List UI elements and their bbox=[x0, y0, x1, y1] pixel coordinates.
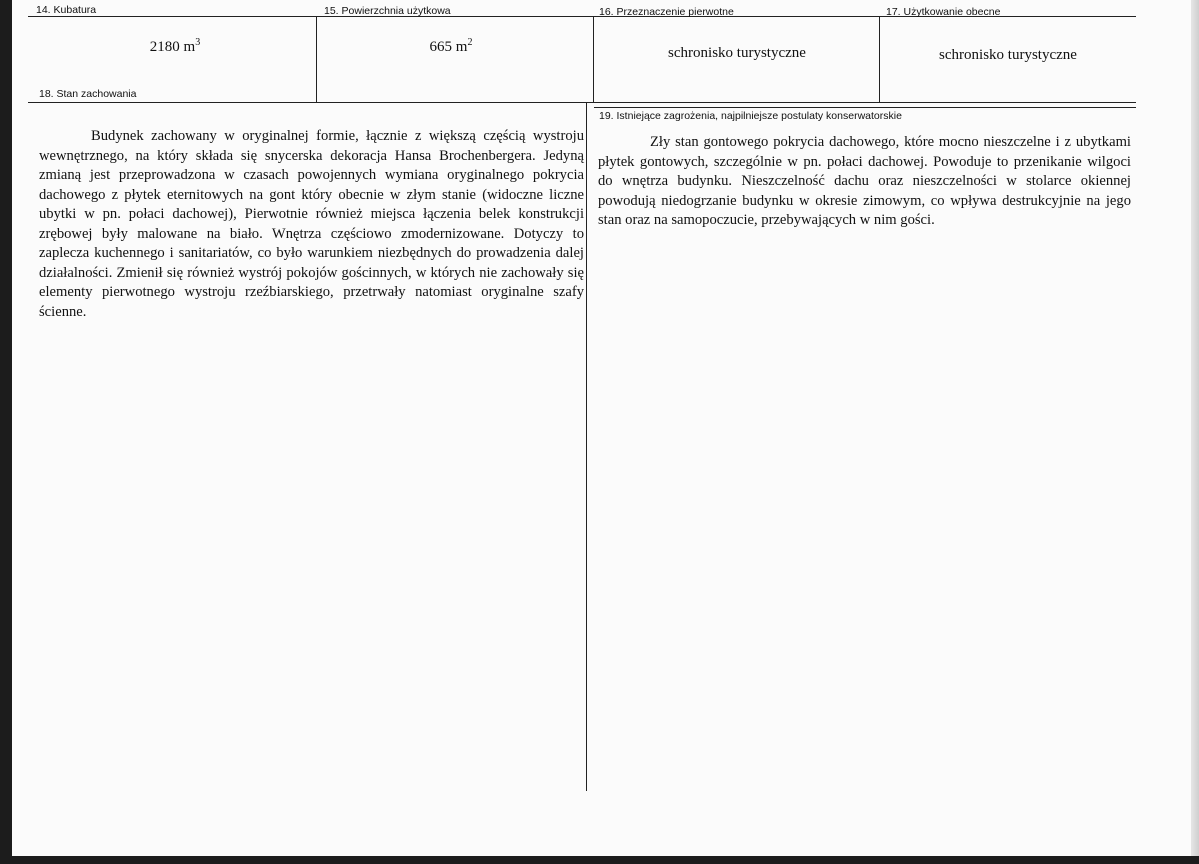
col-divider-16 bbox=[593, 16, 594, 102]
field-14-value bbox=[100, 38, 250, 56]
col-divider-19 bbox=[586, 103, 587, 791]
field-18-text bbox=[39, 127, 584, 322]
field-15-number: 665 m bbox=[429, 39, 468, 55]
field-19-text bbox=[598, 133, 1131, 231]
field-17-value: schronisko turystyczne bbox=[939, 47, 1077, 63]
field-14-unit-sup: 3 bbox=[195, 37, 201, 48]
field-14-number: 2180 m bbox=[149, 39, 196, 55]
field-15-value bbox=[376, 38, 526, 56]
field-19-label: 19. Istniejące zagrożenia, najpilniejsze postulaty konserwatorskie bbox=[599, 110, 902, 122]
field-19-rule bbox=[594, 107, 1136, 108]
field-15-unit-sup: 2 bbox=[467, 37, 473, 48]
col-divider-15 bbox=[316, 16, 317, 102]
field-19-paragraph: Zły stan gontowego pokrycia dachowego, które mocno nieszczelne i z ubytkami płytek gontowych, szczególnie w pn. połaci dachowej. Powoduje to przenikanie wilgoci do wnętrza budynku. Nieszczelność dachu oraz nieszczelności w stolarce okiennej powodują niedogrzanie budynku w okresie zimowym, co wpływa destrukcyjnie na jego stan oraz na samopoczucie, przebywających w nim gości. bbox=[598, 134, 1131, 228]
field-17-label: 17. Użytkowanie obecne bbox=[886, 6, 1001, 18]
field-18-label: 18. Stan zachowania bbox=[39, 88, 137, 100]
field-14-label: 14. Kubatura bbox=[36, 4, 97, 16]
sheet-edge bbox=[1191, 0, 1199, 856]
field-15-label: 15. Powierzchnia użytkowa bbox=[324, 5, 451, 17]
col-divider-17 bbox=[879, 16, 880, 102]
field-16-value: schronisko turystyczne bbox=[668, 45, 806, 61]
row-divider bbox=[28, 102, 1136, 103]
field-18-paragraph: Budynek zachowany w oryginalnej formie, łącznie z większą częścią wystroju wewnętrznego, na który składa się snycerska dekoracja Hansa Brochenbergera. Jedyną zmianą jest przeprowadzona w czasach powojennych wymiana oryginalnego pokrycia dachowego z płytek eternitowych na gont który obecnie w złym stanie (widoczne liczne ubytki w pn. połaci dachowej), Pierwotnie również miejsca łączenia belek konstrukcji zrębowej były malowane na biało. Wnętrza częściowo zmodernizowane. Dotyczy to zaplecza kuchennego i sanitariatów, co było warunkiem niezbędnych do prowadzenia dalej działalności. Zmienił się również wystrój pokojów gościnnych, w których nie zachowały się elementy pierwotnego wystroju rzeźbiarskiego, przetrwały natomiast oryginalne szafy ścienne. bbox=[39, 128, 584, 320]
field-16-label: 16. Przeznaczenie pierwotne bbox=[599, 6, 734, 18]
